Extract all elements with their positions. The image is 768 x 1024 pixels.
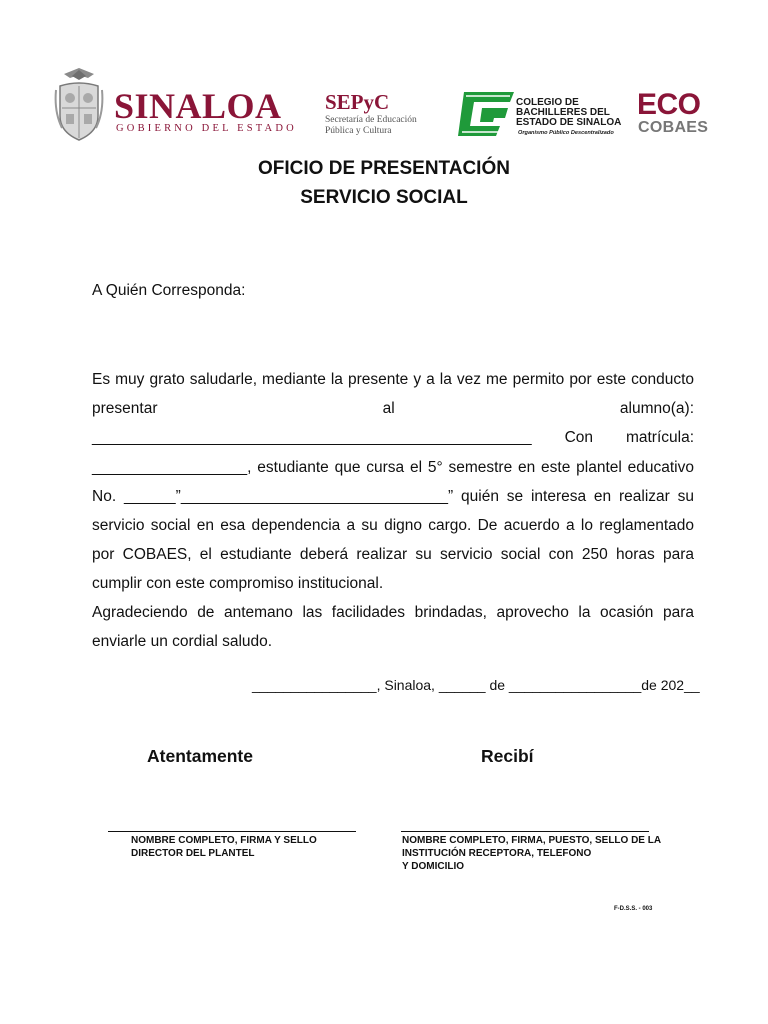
cobaes-logo-icon [456, 88, 516, 140]
sinaloa-wordmark: SINALOA [114, 86, 282, 126]
signature-right-caption: NOMBRE COMPLETO, FIRMA, PUESTO, SELLO DE LA INSTITUCIÓN RECEPTORA, TELEFONO Y DOMICILIO [402, 835, 662, 872]
date-line: ________________, Sinaloa, ______ de _________________de 202__ [252, 677, 700, 693]
signature-left-line [108, 831, 356, 832]
signature-left-title: Atentamente [147, 746, 253, 766]
signature-right-line [401, 831, 649, 832]
closing-paragraph: Agradeciendo de antemano las facilidades brindadas, aprovecho la ocasión para enviarle un cordial saludo. [92, 604, 694, 651]
sepyc-subtitle-line-1: Secretaría de Educación [325, 115, 417, 125]
presentation-paragraph: Es muy grato saludarle, mediante la presente y a la vez me permito por este conducto presentar al alumno(a): ___________________________________________________ Con matrícula: __________________, estudiante que cursa el 5° semestre en este plantel educativo No. ______”_______________________________” quién se interesa en realizar su servicio social en esa dependencia a su digno cargo. De acuerdo a lo reglamentado por COBAES, el estudiante deberá realizar su servicio social con 250 horas para cumplir con este compromiso institucional. [92, 371, 694, 593]
colegio-name [516, 98, 621, 128]
eco-wordmark: ECO [637, 88, 701, 121]
sinaloa-seal-logo [54, 66, 104, 144]
eco-subtitle: COBAES [638, 119, 709, 136]
form-code: F-D.S.S. - 003 [614, 906, 653, 912]
signature-left-caption: NOMBRE COMPLETO, FIRMA Y SELLO DIRECTOR DEL PLANTEL [131, 835, 317, 859]
colegio-line-1: COLEGIO DE [516, 97, 579, 108]
document-title: OFICIO DE PRESENTACIÓN [258, 158, 510, 179]
greeting: A Quién Corresponda: [92, 282, 246, 299]
colegio-line-3: ESTADO DE SINALOA [516, 117, 622, 128]
document-subtitle: SERVICIO SOCIAL [300, 187, 468, 208]
signature-right-title: Recibí [481, 746, 534, 766]
sinaloa-subtitle: GOBIERNO DEL ESTADO [116, 123, 297, 134]
sepyc-wordmark: SEPyC [325, 90, 390, 114]
colegio-line-2: BACHILLERES DEL [516, 107, 610, 118]
sepyc-subtitle-line-2: Pública y Cultura [325, 125, 392, 136]
colegio-tagline: Organismo Público Descentralizado [518, 130, 614, 136]
sepyc-subtitle [325, 115, 417, 136]
